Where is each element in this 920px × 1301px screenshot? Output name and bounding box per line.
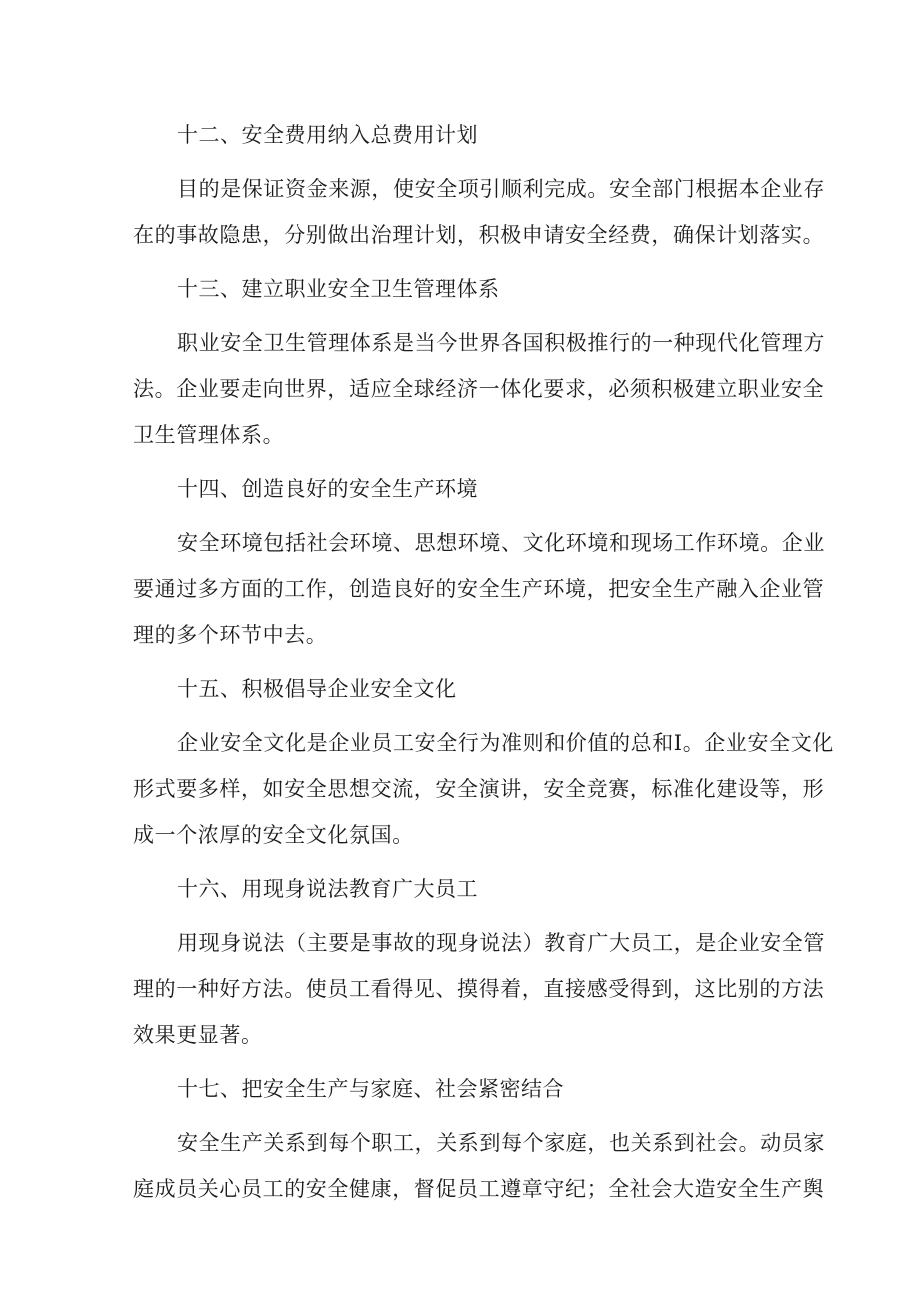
section-12 <box>133 112 825 266</box>
paragraph-line: 目的是保证资金来源，使安全项引顺利完成。安全部门根据本企业存 <box>177 177 825 201</box>
section-heading: 十六、用现身说法教育广大员工 <box>177 877 478 901</box>
section-paragraph <box>133 520 825 658</box>
section-paragraph <box>133 166 825 258</box>
section-heading: 十四、创造良好的安全生产环境 <box>177 477 478 501</box>
paragraph-line: 在的事故隐患，分别做出治理计划，积极申请安全经费，确保计划落实。 <box>133 223 825 247</box>
section-paragraph <box>133 920 825 1058</box>
section-heading: 十五、积极倡导企业安全文化 <box>177 677 457 701</box>
section-17 <box>133 1066 825 1212</box>
paragraph-line: 安全生产关系到每个职工，关系到每个家庭，也关系到社会。动员家 <box>177 1131 825 1155</box>
paragraph-line: 法。企业要走向世界，适应全球经济一体化要求，必须积极建立职业安全 <box>133 377 825 401</box>
paragraph-line: 形式要多样，如安全思想交流，安全演讲，安全竞赛，标准化建设等，形 <box>133 777 825 801</box>
section-paragraph <box>133 720 834 858</box>
paragraph-line: 理的一种好方法。使员工看得见、摸得着，直接感受得到，这比别的方法 <box>133 977 825 1001</box>
paragraph-line: 庭成员关心员工的安全健康，督促员工遵章守纪；全社会大造安全生产舆 <box>133 1177 825 1201</box>
section-heading: 十七、把安全生产与家庭、社会紧密结合 <box>177 1077 564 1101</box>
document-body <box>133 112 834 1212</box>
paragraph-line: 用现身说法（主要是事故的现身说法）教育广大员工，是企业安全管 <box>177 931 825 955</box>
section-heading: 十三、建立职业安全卫生管理体系 <box>177 277 500 301</box>
section-15 <box>133 666 834 866</box>
paragraph-line: 安全环境包括社会环境、思想环境、文化环境和现场工作环境。企业 <box>177 531 825 555</box>
section-paragraph <box>133 320 825 458</box>
section-16 <box>133 866 825 1066</box>
paragraph-line: 效果更显著。 <box>133 1023 263 1047</box>
section-heading: 十二、安全费用纳入总费用计划 <box>177 123 478 147</box>
paragraph-line: 理的多个环节中去。 <box>133 623 328 647</box>
section-13 <box>133 266 825 466</box>
paragraph-line: 企业安全文化是企业员工安全行为准则和价值的总和I。企业安全文化 <box>177 731 834 755</box>
paragraph-line: 要通过多方面的工作，创造良好的安全生产环境，把安全生产融入企业管 <box>133 577 825 601</box>
section-14 <box>133 466 825 666</box>
paragraph-line: 职业安全卫生管理体系是当今世界各国积极推行的一种现代化管理方 <box>177 331 825 355</box>
section-paragraph <box>133 1120 825 1212</box>
paragraph-line: 成一个浓厚的安全文化氛国。 <box>133 823 414 847</box>
paragraph-line: 卫生管理体系。 <box>133 423 285 447</box>
